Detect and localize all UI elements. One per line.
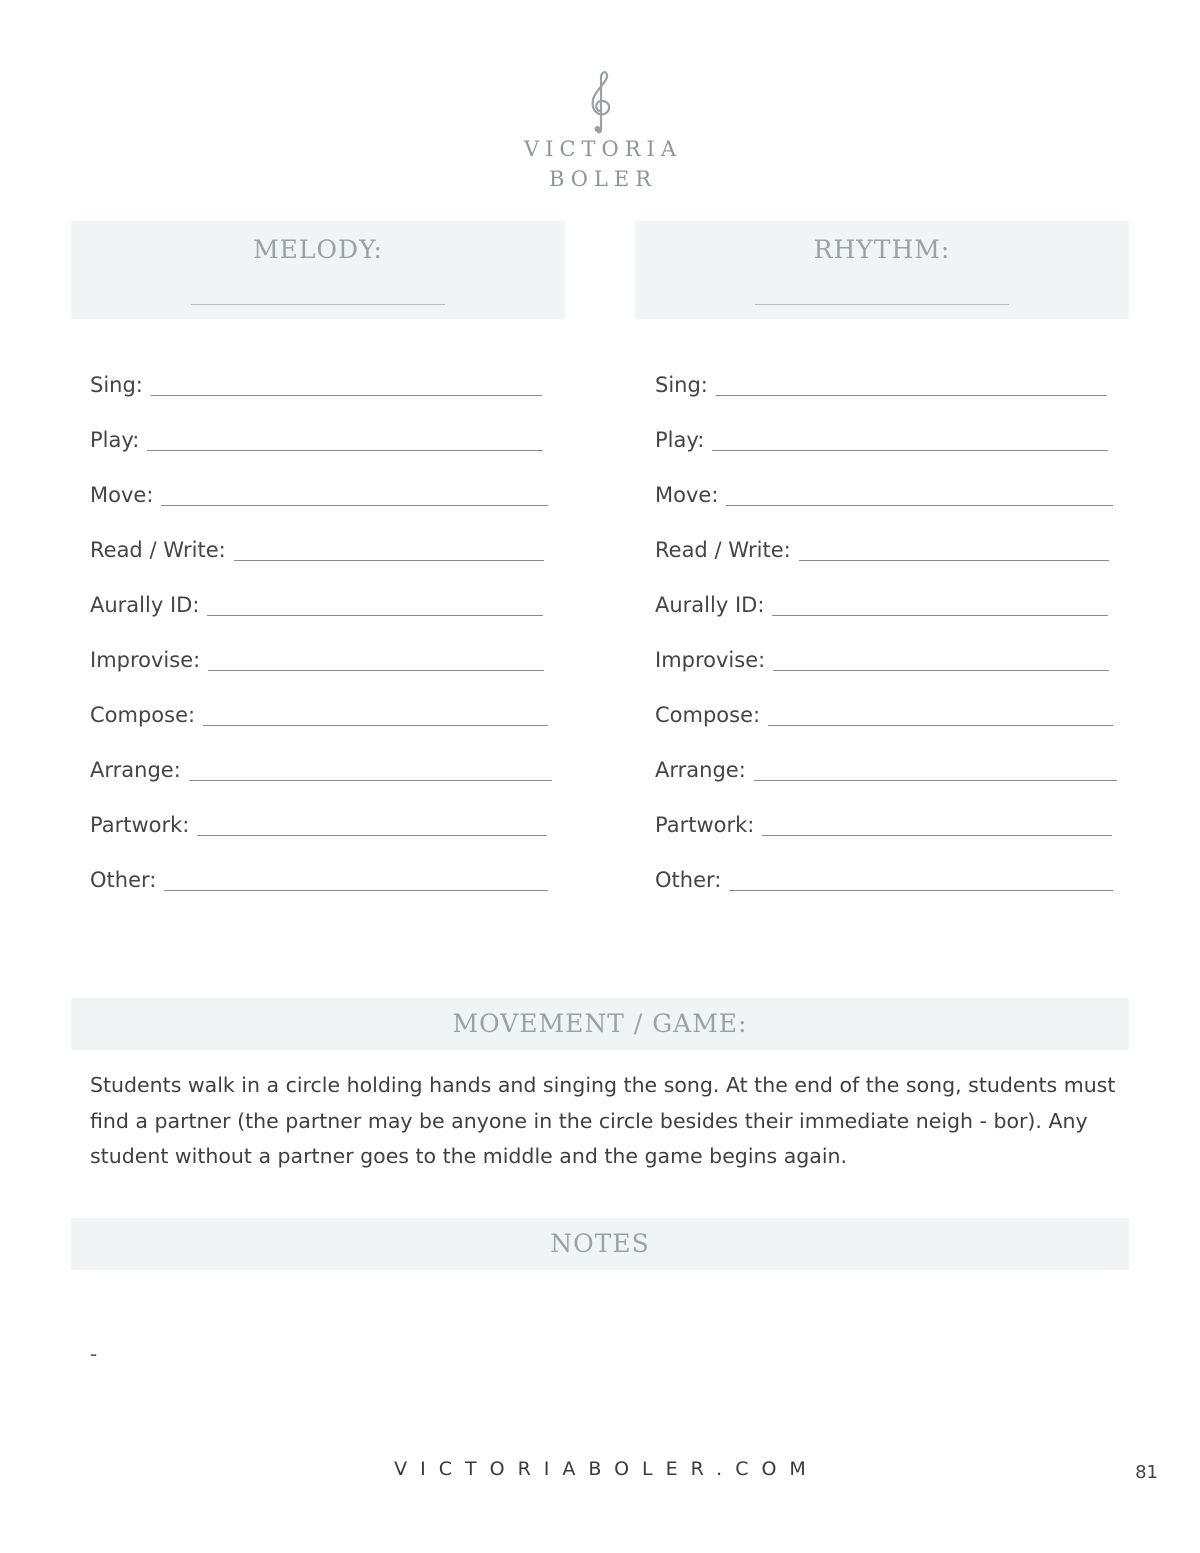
melody-field-read-write <box>90 535 544 565</box>
melody-header <box>71 221 565 319</box>
rhythm-field-aurally-id <box>655 590 1108 620</box>
rhythm-field-improvise <box>655 645 1109 675</box>
answer-line[interactable] <box>147 450 543 451</box>
answer-line[interactable] <box>726 505 1113 506</box>
field-label: Compose: <box>90 703 196 727</box>
melody-title: MELODY: <box>253 235 383 264</box>
rhythm-field-read-write <box>655 535 1109 565</box>
field-label: Sing: <box>655 373 708 397</box>
notes-content[interactable]: - <box>90 1342 98 1366</box>
field-label: Partwork: <box>90 813 190 837</box>
field-label: Move: <box>90 483 154 507</box>
rhythm-field-partwork <box>655 810 1112 840</box>
melody-field-play <box>90 425 543 455</box>
melody-field-arrange <box>90 755 552 785</box>
field-label: Partwork: <box>655 813 755 837</box>
melody-title-underline[interactable] <box>191 304 445 305</box>
field-label: Arrange: <box>655 758 746 782</box>
rhythm-field-move <box>655 480 1113 510</box>
answer-line[interactable] <box>164 890 548 891</box>
answer-line[interactable] <box>203 725 548 726</box>
movement-title: MOVEMENT / GAME: <box>452 1009 748 1038</box>
answer-line[interactable] <box>762 835 1112 836</box>
answer-line[interactable] <box>799 560 1109 561</box>
answer-line[interactable] <box>189 780 552 781</box>
melody-field-sing <box>90 370 542 400</box>
answer-line[interactable] <box>208 670 544 671</box>
melody-field-compose <box>90 700 548 730</box>
brand-name-line1: VICTORIA <box>523 137 683 161</box>
rhythm-title-underline[interactable] <box>755 304 1009 305</box>
answer-line[interactable] <box>161 505 548 506</box>
melody-field-improvise <box>90 645 544 675</box>
answer-line[interactable] <box>716 395 1107 396</box>
notes-title: NOTES <box>550 1229 650 1258</box>
rhythm-header <box>635 221 1129 319</box>
answer-line[interactable] <box>729 890 1113 891</box>
melody-field-move <box>90 480 548 510</box>
melody-field-other <box>90 865 548 895</box>
field-label: Play: <box>655 428 705 452</box>
brand-logo <box>0 68 1200 194</box>
melody-field-aurally-id <box>90 590 543 620</box>
brand-name-line2: BOLER <box>548 167 658 191</box>
movement-description: Students walk in a circle holding hands and singing the song. At the end of the song, students must find a partner (the partner may be anyone in the circle besides their immediate neigh - bor). Any student without a partner goes to the middle and the game begins again. <box>90 1073 1116 1168</box>
field-label: Read / Write: <box>655 538 791 562</box>
movement-header <box>71 998 1129 1050</box>
treble-clef-icon <box>584 68 616 134</box>
rhythm-title: RHYTHM: <box>813 235 951 264</box>
field-label: Arrange: <box>90 758 181 782</box>
field-label: Sing: <box>90 373 143 397</box>
field-label: Compose: <box>655 703 761 727</box>
rhythm-field-sing <box>655 370 1107 400</box>
rhythm-field-play <box>655 425 1108 455</box>
answer-line[interactable] <box>151 395 542 396</box>
field-label: Improvise: <box>90 648 201 672</box>
answer-line[interactable] <box>768 725 1113 726</box>
answer-line[interactable] <box>712 450 1108 451</box>
notes-header <box>71 1218 1129 1270</box>
answer-line[interactable] <box>197 835 547 836</box>
field-label: Play: <box>90 428 140 452</box>
field-label: Aurally ID: <box>655 593 765 617</box>
rhythm-field-compose <box>655 700 1113 730</box>
footer-website: VICTORIABOLER.COM <box>394 1458 819 1480</box>
field-label: Other: <box>90 868 157 892</box>
answer-line[interactable] <box>234 560 544 561</box>
rhythm-field-arrange <box>655 755 1117 785</box>
answer-line[interactable] <box>773 670 1109 671</box>
field-label: Read / Write: <box>90 538 226 562</box>
field-label: Aurally ID: <box>90 593 200 617</box>
field-label: Other: <box>655 868 722 892</box>
melody-field-partwork <box>90 810 547 840</box>
rhythm-field-other <box>655 865 1113 895</box>
answer-line[interactable] <box>207 615 543 616</box>
field-label: Move: <box>655 483 719 507</box>
page-number: 81 <box>1135 1462 1158 1483</box>
answer-line[interactable] <box>772 615 1108 616</box>
field-label: Improvise: <box>655 648 766 672</box>
answer-line[interactable] <box>754 780 1117 781</box>
